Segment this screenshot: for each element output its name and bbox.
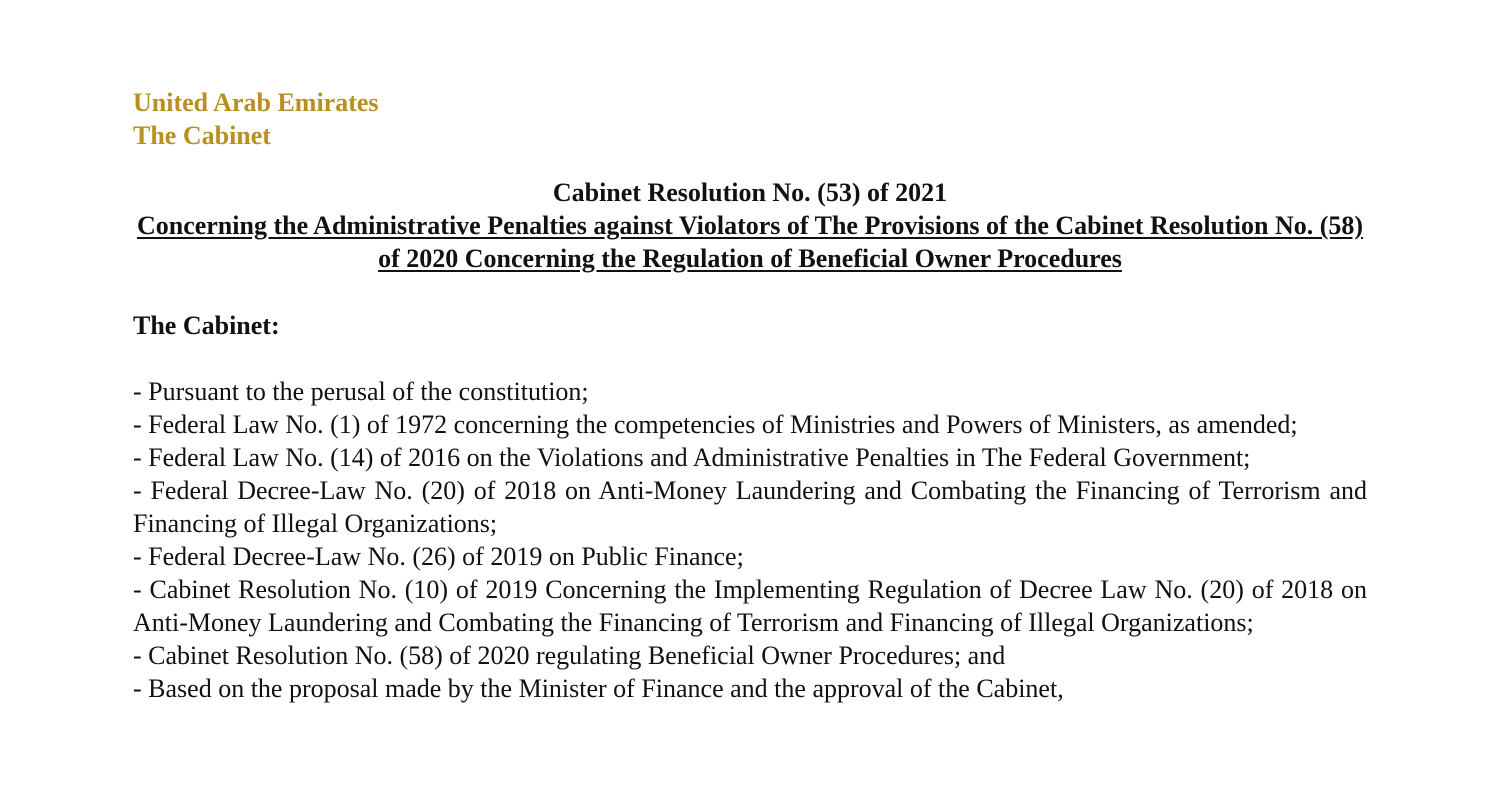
letterhead-country: United Arab Emirates [133,88,379,117]
recital-item: - Federal Law No. (14) of 2016 on the Violations and Administrative Penalties in The Federal Government; [133,443,1251,472]
recital-item: - Federal Decree-Law No. (20) of 2018 on Anti-Money Laundering and Combating the Financing of Terrorism and Financing of Illegal Organizations; [133,476,1367,538]
recital-item: - Federal Decree-Law No. (26) of 2019 on Public Finance; [133,542,744,571]
resolution-title-block [133,176,1367,275]
recital-item: - Federal Law No. (1) of 1972 concerning the competencies of Ministries and Powers of Ministers, as amended; [133,410,1298,439]
recitals-list [133,375,1367,705]
recital-item: - Pursuant to the perusal of the constitution; [133,377,589,406]
letterhead [133,86,379,152]
resolution-subtitle: Concerning the Administrative Penalties against Violators of The Provisions of the Cabinet Resolution No. (58) of 2020 Concerning the Regulation of Beneficial Owner Procedures [136,211,1364,273]
preamble-label: The Cabinet: [133,311,280,340]
recital-item: - Cabinet Resolution No. (10) of 2019 Concerning the Implementing Regulation of Decree Law No. (20) of 2018 on Anti-Money Laundering and Combating the Financing of Terrorism and Financing of Illegal Organizations; [133,575,1367,637]
recital-item: - Based on the proposal made by the Minister of Finance and the approval of the Cabinet, [133,674,1064,703]
recital-item: - Cabinet Resolution No. (58) of 2020 regulating Beneficial Owner Procedures; and [133,641,1006,670]
letterhead-body: The Cabinet [133,121,271,150]
resolution-title: Cabinet Resolution No. (53) of 2021 [552,178,948,207]
